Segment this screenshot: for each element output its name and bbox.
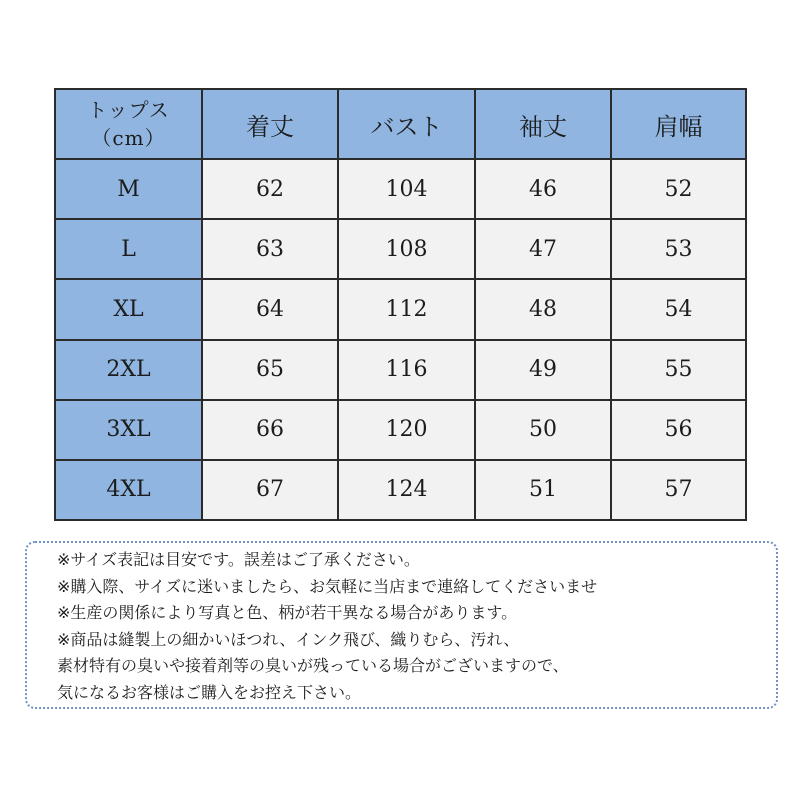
- bust-value: 112: [338, 279, 475, 339]
- table-row: [55, 279, 746, 339]
- table-row: [55, 159, 746, 219]
- bust-value: 120: [338, 400, 475, 460]
- note-line: 気になるお客様はご購入をお控え下さい。: [57, 682, 362, 702]
- note-line: 素材特有の臭いや接着剤等の臭いが残っている場合がございますので、: [57, 656, 569, 675]
- size-chart-table: [54, 88, 747, 521]
- size-label: L: [55, 219, 202, 279]
- sleeve-value: 46: [475, 159, 611, 219]
- column-header-shoulder: 肩幅: [611, 89, 746, 159]
- shoulder-value: 54: [611, 279, 746, 339]
- table-row: [55, 400, 746, 460]
- bust-value: 104: [338, 159, 475, 219]
- table-row: [55, 219, 746, 279]
- note-line: ※購入際、サイズに迷いましたら、お気軽に当店まで連絡してくださいませ: [57, 576, 598, 596]
- length-value: 67: [202, 460, 338, 520]
- table-header-row: [55, 89, 746, 159]
- length-value: 63: [202, 219, 338, 279]
- notes-box: [25, 541, 778, 709]
- bust-value: 108: [338, 219, 475, 279]
- length-value: 65: [202, 340, 338, 400]
- note-line: ※商品は縫製上の細かいほつれ、インク飛び、織りむら、汚れ、: [57, 629, 520, 649]
- shoulder-value: 53: [611, 219, 746, 279]
- bust-value: 124: [338, 460, 475, 520]
- size-label: 2XL: [55, 340, 202, 400]
- sleeve-value: 50: [475, 400, 611, 460]
- size-label: 4XL: [55, 460, 202, 520]
- shoulder-value: 52: [611, 159, 746, 219]
- sleeve-value: 51: [475, 460, 611, 520]
- sleeve-value: 47: [475, 219, 611, 279]
- shoulder-value: 57: [611, 460, 746, 520]
- length-value: 66: [202, 400, 338, 460]
- sleeve-value: 49: [475, 340, 611, 400]
- length-value: 62: [202, 159, 338, 219]
- shoulder-value: 55: [611, 340, 746, 400]
- table-row: [55, 460, 746, 520]
- note-line: ※サイズ表記は目安です。誤差はご了承ください。: [57, 550, 420, 569]
- length-value: 64: [202, 279, 338, 339]
- unit-label: （cm）: [91, 126, 166, 151]
- table-row: [55, 340, 746, 400]
- column-header-length: 着丈: [202, 89, 338, 159]
- sleeve-value: 48: [475, 279, 611, 339]
- size-label: M: [55, 159, 202, 219]
- category-label: トップス: [87, 98, 170, 123]
- corner-header-cell: [55, 89, 202, 159]
- shoulder-value: 56: [611, 400, 746, 460]
- note-line: ※生産の関係により写真と色、柄が若干異なる場合があります。: [57, 603, 518, 622]
- bust-value: 116: [338, 340, 475, 400]
- column-header-sleeve: 袖丈: [475, 89, 611, 159]
- size-label: XL: [55, 279, 202, 339]
- column-header-bust: バスト: [338, 89, 475, 159]
- size-label: 3XL: [55, 400, 202, 460]
